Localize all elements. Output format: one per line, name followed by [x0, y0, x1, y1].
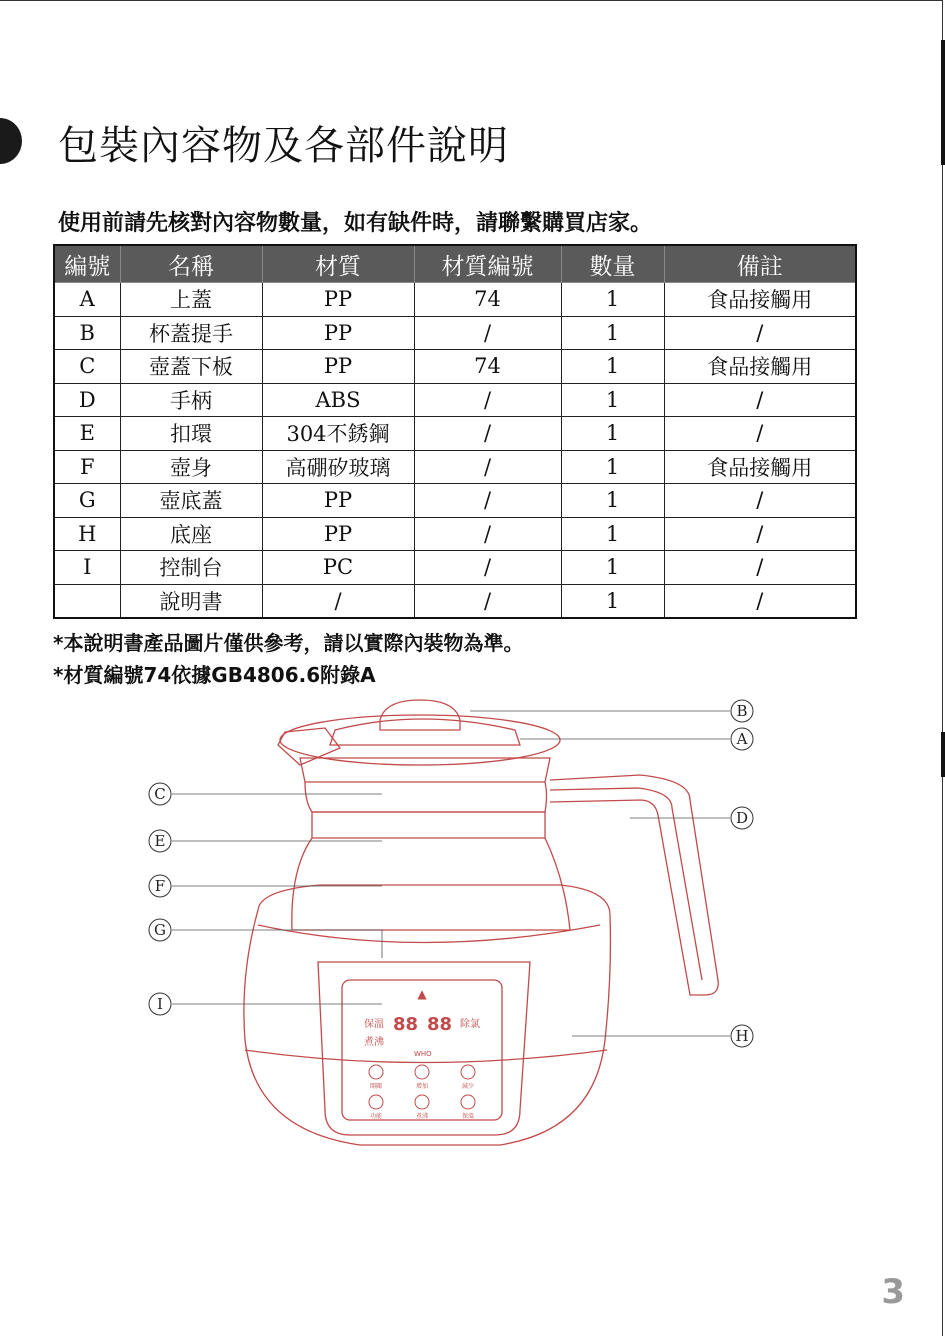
header-quantity: 數量	[561, 245, 664, 283]
cell-material-code: /	[414, 316, 561, 350]
header-material: 材質	[262, 245, 414, 283]
cell-code: H	[54, 517, 120, 551]
cell-remark: /	[664, 417, 856, 451]
control-panel-graphics	[364, 987, 480, 1120]
callout-f: F	[154, 877, 166, 895]
callout-c: C	[154, 785, 166, 803]
cell-code: G	[54, 484, 120, 518]
cell-code: F	[54, 450, 120, 484]
cell-name: 壺底蓋	[120, 484, 262, 518]
panel-button-plus: 增加	[415, 1083, 429, 1090]
cell-material-code: /	[414, 551, 561, 585]
cell-material: PP	[262, 283, 414, 317]
cell-material: /	[262, 584, 414, 618]
lid-shape	[330, 719, 520, 745]
table-row	[54, 383, 856, 417]
cell-material-code: /	[414, 383, 561, 417]
panel-button-power: 開關	[369, 1083, 383, 1090]
panel-button-function: 功能	[369, 1113, 383, 1120]
logo-mark-icon: ▲	[417, 987, 427, 1001]
table-row	[54, 517, 856, 551]
cell-material: 高硼矽玻璃	[262, 450, 414, 484]
cell-material-code: /	[414, 417, 561, 451]
intro-text: 使用前請先核對內容物數量，如有缺件時，請聯繫購買店家。	[58, 211, 653, 236]
cell-code	[54, 584, 120, 618]
edge-mark-top	[941, 40, 945, 165]
callout-lines	[172, 711, 730, 1036]
parts-table	[53, 244, 857, 619]
cell-quantity: 1	[561, 551, 664, 585]
table-row	[54, 484, 856, 518]
minus-icon	[461, 1065, 475, 1079]
cell-remark: 食品接觸用	[664, 450, 856, 484]
cell-material: PP	[262, 316, 414, 350]
cell-remark: /	[664, 383, 856, 417]
cell-name: 扣環	[120, 417, 262, 451]
cell-name: 手柄	[120, 383, 262, 417]
cell-code: C	[54, 350, 120, 384]
cell-material: PP	[262, 484, 414, 518]
panel-who-label: WHO	[414, 1050, 432, 1058]
cell-quantity: 1	[561, 383, 664, 417]
cell-quantity: 1	[561, 417, 664, 451]
cell-name: 控制台	[120, 551, 262, 585]
cell-quantity: 1	[561, 350, 664, 384]
cell-material-code: /	[414, 517, 561, 551]
cell-material: PC	[262, 551, 414, 585]
power-icon	[369, 1065, 383, 1079]
cell-remark: /	[664, 484, 856, 518]
header-name: 名稱	[120, 245, 262, 283]
cell-code: E	[54, 417, 120, 451]
cell-material-code: /	[414, 450, 561, 484]
plus-icon	[415, 1065, 429, 1079]
callout-b: B	[736, 702, 748, 720]
callout-e: E	[154, 832, 166, 850]
cell-code: B	[54, 316, 120, 350]
panel-button-boil: 煮沸	[415, 1113, 429, 1120]
header-material-code: 材質編號	[414, 245, 561, 283]
cell-name: 杯蓋提手	[120, 316, 262, 350]
cell-code: D	[54, 383, 120, 417]
cell-remark: /	[664, 517, 856, 551]
table-row	[54, 417, 856, 451]
cell-material: PP	[262, 350, 414, 384]
cell-quantity: 1	[561, 484, 664, 518]
panel-boil-label: 煮沸	[364, 1037, 384, 1048]
cell-material-code: /	[414, 584, 561, 618]
callout-h: H	[735, 1027, 749, 1045]
cell-remark: 食品接觸用	[664, 350, 856, 384]
panel-keep-warm-label: 保溫	[364, 1019, 384, 1030]
page-title: 包裝內容物及各部件說明	[58, 123, 509, 169]
page-number: 3	[881, 1272, 905, 1312]
cell-remark: /	[664, 584, 856, 618]
panel-chlorine-label: 除氯	[460, 1019, 480, 1030]
callout-a: A	[736, 730, 748, 748]
cell-quantity: 1	[561, 283, 664, 317]
cell-code: A	[54, 283, 120, 317]
cell-material: ABS	[262, 383, 414, 417]
cell-material: 304不銹鋼	[262, 417, 414, 451]
cell-remark: /	[664, 316, 856, 350]
cell-remark: 食品接觸用	[664, 283, 856, 317]
function-icon	[369, 1095, 383, 1109]
kettle-diagram	[0, 690, 945, 1210]
callout-i: I	[157, 995, 163, 1013]
keep-warm-icon	[461, 1095, 475, 1109]
table-row	[54, 316, 856, 350]
note-material-standard: *材質編號74依據GB4806.6附錄A	[53, 663, 376, 687]
panel-button-minus: 減少	[461, 1083, 475, 1090]
table-header-row	[54, 245, 856, 283]
cell-name: 壺蓋下板	[120, 350, 262, 384]
cell-name: 壺身	[120, 450, 262, 484]
callout-circles	[149, 700, 753, 1047]
panel-digits-right: 88	[427, 1014, 453, 1035]
cell-material-code: 74	[414, 283, 561, 317]
cell-name: 說明書	[120, 584, 262, 618]
callout-d: D	[735, 809, 749, 827]
table-row	[54, 551, 856, 585]
kettle-outline	[244, 700, 718, 1145]
cell-name: 上蓋	[120, 283, 262, 317]
cell-quantity: 1	[561, 517, 664, 551]
header-code: 編號	[54, 245, 120, 283]
panel-digits-left: 88	[393, 1014, 419, 1035]
cell-material-code: /	[414, 484, 561, 518]
boil-icon	[415, 1095, 429, 1109]
cell-remark: /	[664, 551, 856, 585]
table-row	[54, 283, 856, 317]
cell-quantity: 1	[561, 584, 664, 618]
cell-quantity: 1	[561, 450, 664, 484]
header-remark: 備註	[664, 245, 856, 283]
callout-g: G	[154, 921, 166, 939]
table-row	[54, 584, 856, 618]
panel-button-warm: 保溫	[461, 1113, 475, 1120]
note-reference: *本說明書產品圖片僅供參考，請以實際內裝物為準。	[53, 631, 524, 655]
cell-material: PP	[262, 517, 414, 551]
cell-name: 底座	[120, 517, 262, 551]
cell-code: I	[54, 551, 120, 585]
cell-quantity: 1	[561, 316, 664, 350]
table-row	[54, 350, 856, 384]
table-row	[54, 450, 856, 484]
cell-material-code: 74	[414, 350, 561, 384]
